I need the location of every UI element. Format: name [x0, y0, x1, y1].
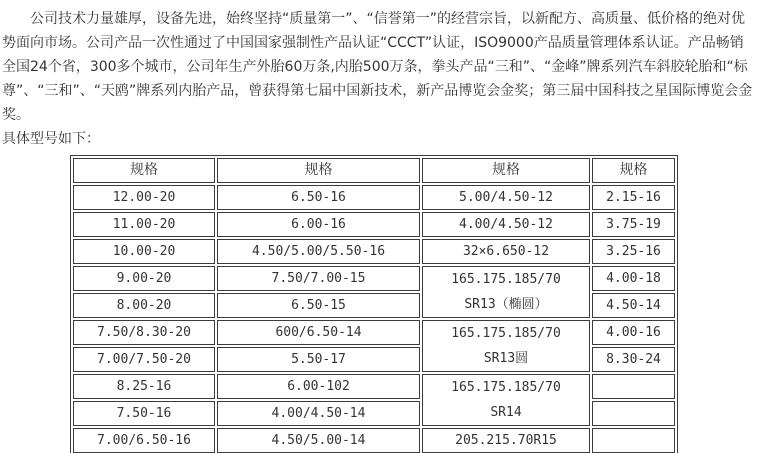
spec-cell: 6.00-16: [217, 212, 420, 237]
spec-cell: 600/6.50-14: [217, 320, 420, 345]
spec-cell: 3.75-19: [592, 212, 675, 237]
spec-cell: 7.00/7.50-20: [73, 347, 215, 372]
spec-cell: 4.00/4.50-14: [217, 401, 420, 426]
spec-cell-merged: [422, 320, 590, 372]
spec-cell: 6.50-16: [217, 185, 420, 210]
spec-header-cell: 规格: [73, 158, 215, 183]
company-intro-paragraph: 公司技术力量雄厚，设备先进，始终坚持“质量第一”、“信誉第一”的经营宗旨，以新配方、高质量、低价格的绝对优势面向市场。公司产品一次性通过了中国国家强制性产品认证“CCCT”认证，ISO9000产品质量管理体系认证。产品畅销全国24个省，300多个城市，公司年生产外胎60万条,内胎500万条，拳头产品“三和”、“金峰”牌系列汽车斜胶轮胎和“标尊”、“三和”、“天鸥”牌系列内胎产品，曾获得第七届中国新技术，新产品博览会金奖；第三届中国科技之星国际博览会金奖。: [2, 11, 753, 123]
spec-cell-line: 165.175.185/70: [451, 272, 561, 287]
table-row: [73, 212, 675, 237]
spec-cell: 7.50/8.30-20: [73, 320, 215, 345]
table-header-row: [73, 158, 675, 183]
spec-cell-empty: [592, 401, 675, 426]
spec-cell: 4.50/5.00-14: [217, 428, 420, 453]
spec-cell-empty: [592, 428, 675, 453]
spec-cell-line: 165.175.185/70: [451, 380, 561, 395]
spec-cell: 6.00-102: [217, 374, 420, 399]
table-row: [73, 266, 675, 291]
spec-cell: 7.50-16: [73, 401, 215, 426]
table-caption-line: 具体型号如下：: [2, 131, 100, 147]
spec-cell: 6.50-15: [217, 293, 420, 318]
spec-cell: 2.15-16: [592, 185, 675, 210]
spec-header-cell: 规格: [592, 158, 675, 183]
spec-cell: 10.00-20: [73, 239, 215, 264]
spec-cell-line: SR13（椭圆）: [464, 297, 548, 312]
spec-cell: 7.50/7.00-15: [217, 266, 420, 291]
spec-header-cell: 规格: [217, 158, 420, 183]
spec-cell: 11.00-20: [73, 212, 215, 237]
spec-cell: 7.00/6.50-16: [73, 428, 215, 453]
spec-cell: 12.00-20: [73, 185, 215, 210]
table-row: [73, 428, 675, 453]
spec-cell: 5.00/4.50-12: [422, 185, 590, 210]
spec-header-cell: 规格: [422, 158, 590, 183]
spec-table: [70, 155, 678, 453]
spec-cell-merged: [422, 266, 590, 318]
spec-cell-line: 165.175.185/70: [451, 326, 561, 341]
table-row: [73, 320, 675, 345]
spec-cell: 9.00-20: [73, 266, 215, 291]
spec-cell: 8.00-20: [73, 293, 215, 318]
spec-cell: 8.25-16: [73, 374, 215, 399]
spec-cell: 4.00/4.50-12: [422, 212, 590, 237]
spec-cell-empty: [592, 374, 675, 399]
spec-cell: 3.25-16: [592, 239, 675, 264]
spec-cell-line: SR13圆: [483, 351, 529, 366]
spec-cell: 32×6.650-12: [422, 239, 590, 264]
table-row: [73, 374, 675, 399]
spec-cell-merged: [422, 374, 590, 426]
spec-cell: 4.00-16: [592, 320, 675, 345]
spec-cell: 205.215.70R15: [422, 428, 590, 453]
spec-cell: 5.50-17: [217, 347, 420, 372]
spec-cell: 4.50-14: [592, 293, 675, 318]
table-row: [73, 239, 675, 264]
spec-cell: 8.30-24: [592, 347, 675, 372]
table-row: [73, 185, 675, 210]
spec-cell: 4.00-18: [592, 266, 675, 291]
spec-cell-line: SR14: [490, 405, 522, 420]
spec-cell: 4.50/5.00/5.50-16: [217, 239, 420, 264]
